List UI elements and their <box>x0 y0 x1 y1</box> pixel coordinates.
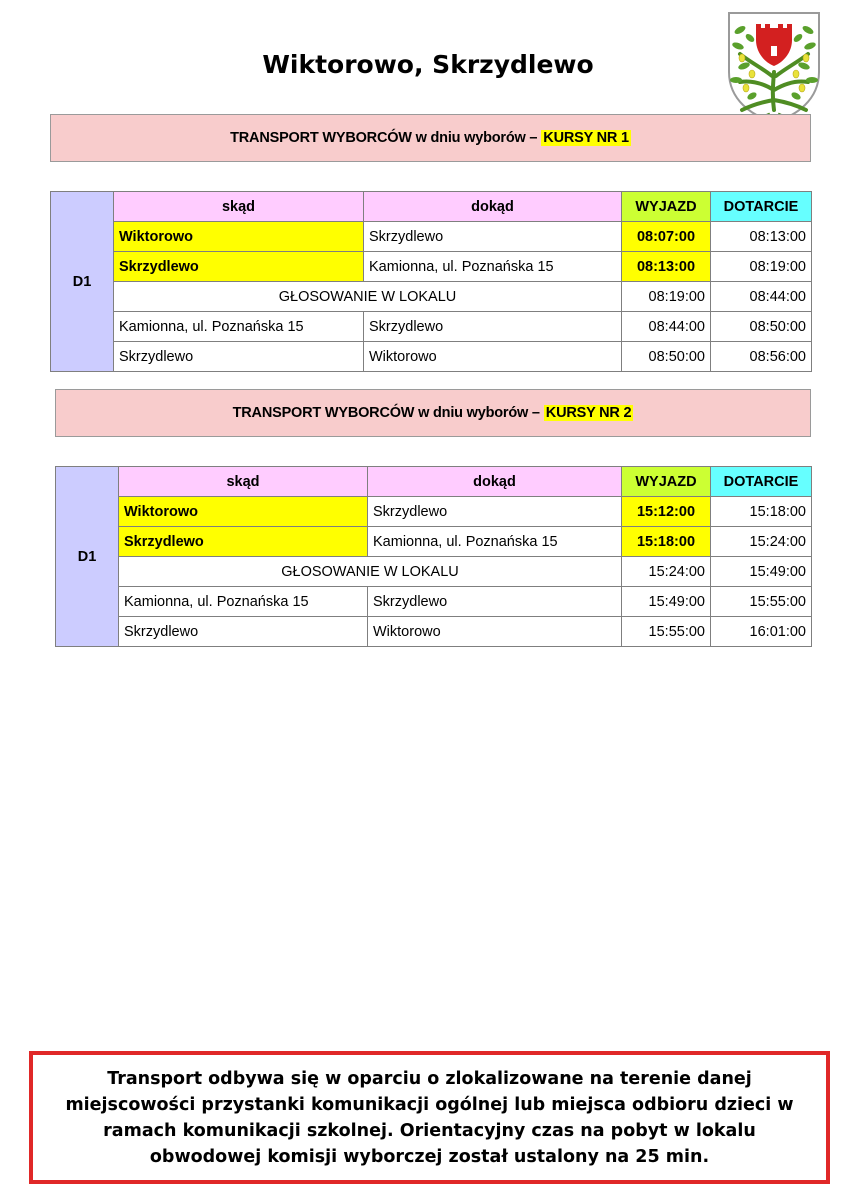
cell-to: Skrzydlewo <box>368 497 622 527</box>
cell-to: Skrzydlewo <box>364 222 622 252</box>
table-row <box>56 617 812 647</box>
cell-depart: 08:50:00 <box>622 342 711 372</box>
info-note <box>29 1051 830 1184</box>
table-row <box>51 222 812 252</box>
cell-to: Wiktorowo <box>368 617 622 647</box>
cell-depart: 08:19:00 <box>622 282 711 312</box>
banner-kursy-2 <box>55 389 811 437</box>
cell-from: Skrzydlewo <box>119 617 368 647</box>
table-header-row <box>56 467 812 497</box>
cell-arrive: 15:49:00 <box>711 557 812 587</box>
cell-depart: 15:55:00 <box>622 617 711 647</box>
col-header-to: dokąd <box>364 192 622 222</box>
col-header-depart: WYJAZD <box>622 192 711 222</box>
table-row <box>56 497 812 527</box>
cell-from: Kamionna, ul. Poznańska 15 <box>119 587 368 617</box>
cell-voting: GŁOSOWANIE W LOKALU <box>114 282 622 312</box>
col-header-to: dokąd <box>368 467 622 497</box>
col-header-from: skąd <box>119 467 368 497</box>
cell-to: Wiktorowo <box>364 342 622 372</box>
banner-highlight: KURSY NR 1 <box>543 130 629 146</box>
cell-from: Kamionna, ul. Poznańska 15 <box>114 312 364 342</box>
col-header-from: skąd <box>114 192 364 222</box>
cell-to: Kamionna, ul. Poznańska 15 <box>368 527 622 557</box>
banner-text: TRANSPORT WYBORCÓW w dniu wyborów – <box>232 405 540 421</box>
cell-from: Skrzydlewo <box>114 252 364 282</box>
page-title: Wiktorowo, Skrzydlewo <box>262 50 594 79</box>
cell-arrive: 08:19:00 <box>711 252 812 282</box>
cell-depart: 15:12:00 <box>622 497 711 527</box>
cell-depart: 08:44:00 <box>622 312 711 342</box>
route-cell: D1 <box>51 192 114 372</box>
table-header-row <box>51 192 812 222</box>
table-row <box>51 252 812 282</box>
col-header-depart: WYJAZD <box>622 467 711 497</box>
cell-to: Skrzydlewo <box>368 587 622 617</box>
cell-depart: 08:13:00 <box>622 252 711 282</box>
cell-to: Kamionna, ul. Poznańska 15 <box>364 252 622 282</box>
cell-arrive: 08:50:00 <box>711 312 812 342</box>
cell-depart: 15:24:00 <box>622 557 711 587</box>
cell-voting: GŁOSOWANIE W LOKALU <box>119 557 622 587</box>
cell-arrive: 08:13:00 <box>711 222 812 252</box>
col-header-arrive: DOTARCIE <box>711 467 812 497</box>
table-row <box>51 312 812 342</box>
table-row <box>56 557 812 587</box>
cell-arrive: 08:44:00 <box>711 282 812 312</box>
table-row <box>51 342 812 372</box>
cell-from: Wiktorowo <box>119 497 368 527</box>
table-row <box>56 527 812 557</box>
cell-to: Skrzydlewo <box>364 312 622 342</box>
cell-depart: 08:07:00 <box>622 222 711 252</box>
col-header-arrive: DOTARCIE <box>711 192 812 222</box>
cell-from: Wiktorowo <box>114 222 364 252</box>
banner-kursy-1 <box>50 114 811 162</box>
cell-arrive: 15:18:00 <box>711 497 812 527</box>
cell-arrive: 15:55:00 <box>711 587 812 617</box>
cell-depart: 15:49:00 <box>622 587 711 617</box>
banner-highlight: KURSY NR 2 <box>545 405 632 421</box>
cell-from: Skrzydlewo <box>119 527 368 557</box>
cell-depart: 15:18:00 <box>622 527 711 557</box>
table-row <box>51 282 812 312</box>
cell-arrive: 08:56:00 <box>711 342 812 372</box>
schedule-table-1 <box>50 191 812 372</box>
table-row <box>56 587 812 617</box>
info-note-text: Transport odbywa się w oparciu o zlokalizowane na terenie danej miejscowości przystanki komunikacji ogólnej lub miejsca odbioru dzieci w ramach komunikacji szkolnej. Orientacyjny czas na pobyt w lokalu obwodowej komisji wyborczej został ustalony na 25 min. <box>65 1068 794 1167</box>
schedule-table-2 <box>55 466 812 647</box>
cell-from: Skrzydlewo <box>114 342 364 372</box>
cell-arrive: 15:24:00 <box>711 527 812 557</box>
cell-arrive: 16:01:00 <box>711 617 812 647</box>
route-cell: D1 <box>56 467 119 647</box>
coat-of-arms-icon <box>726 10 822 124</box>
banner-text: TRANSPORT WYBORCÓW w dniu wyborów – <box>230 130 538 146</box>
